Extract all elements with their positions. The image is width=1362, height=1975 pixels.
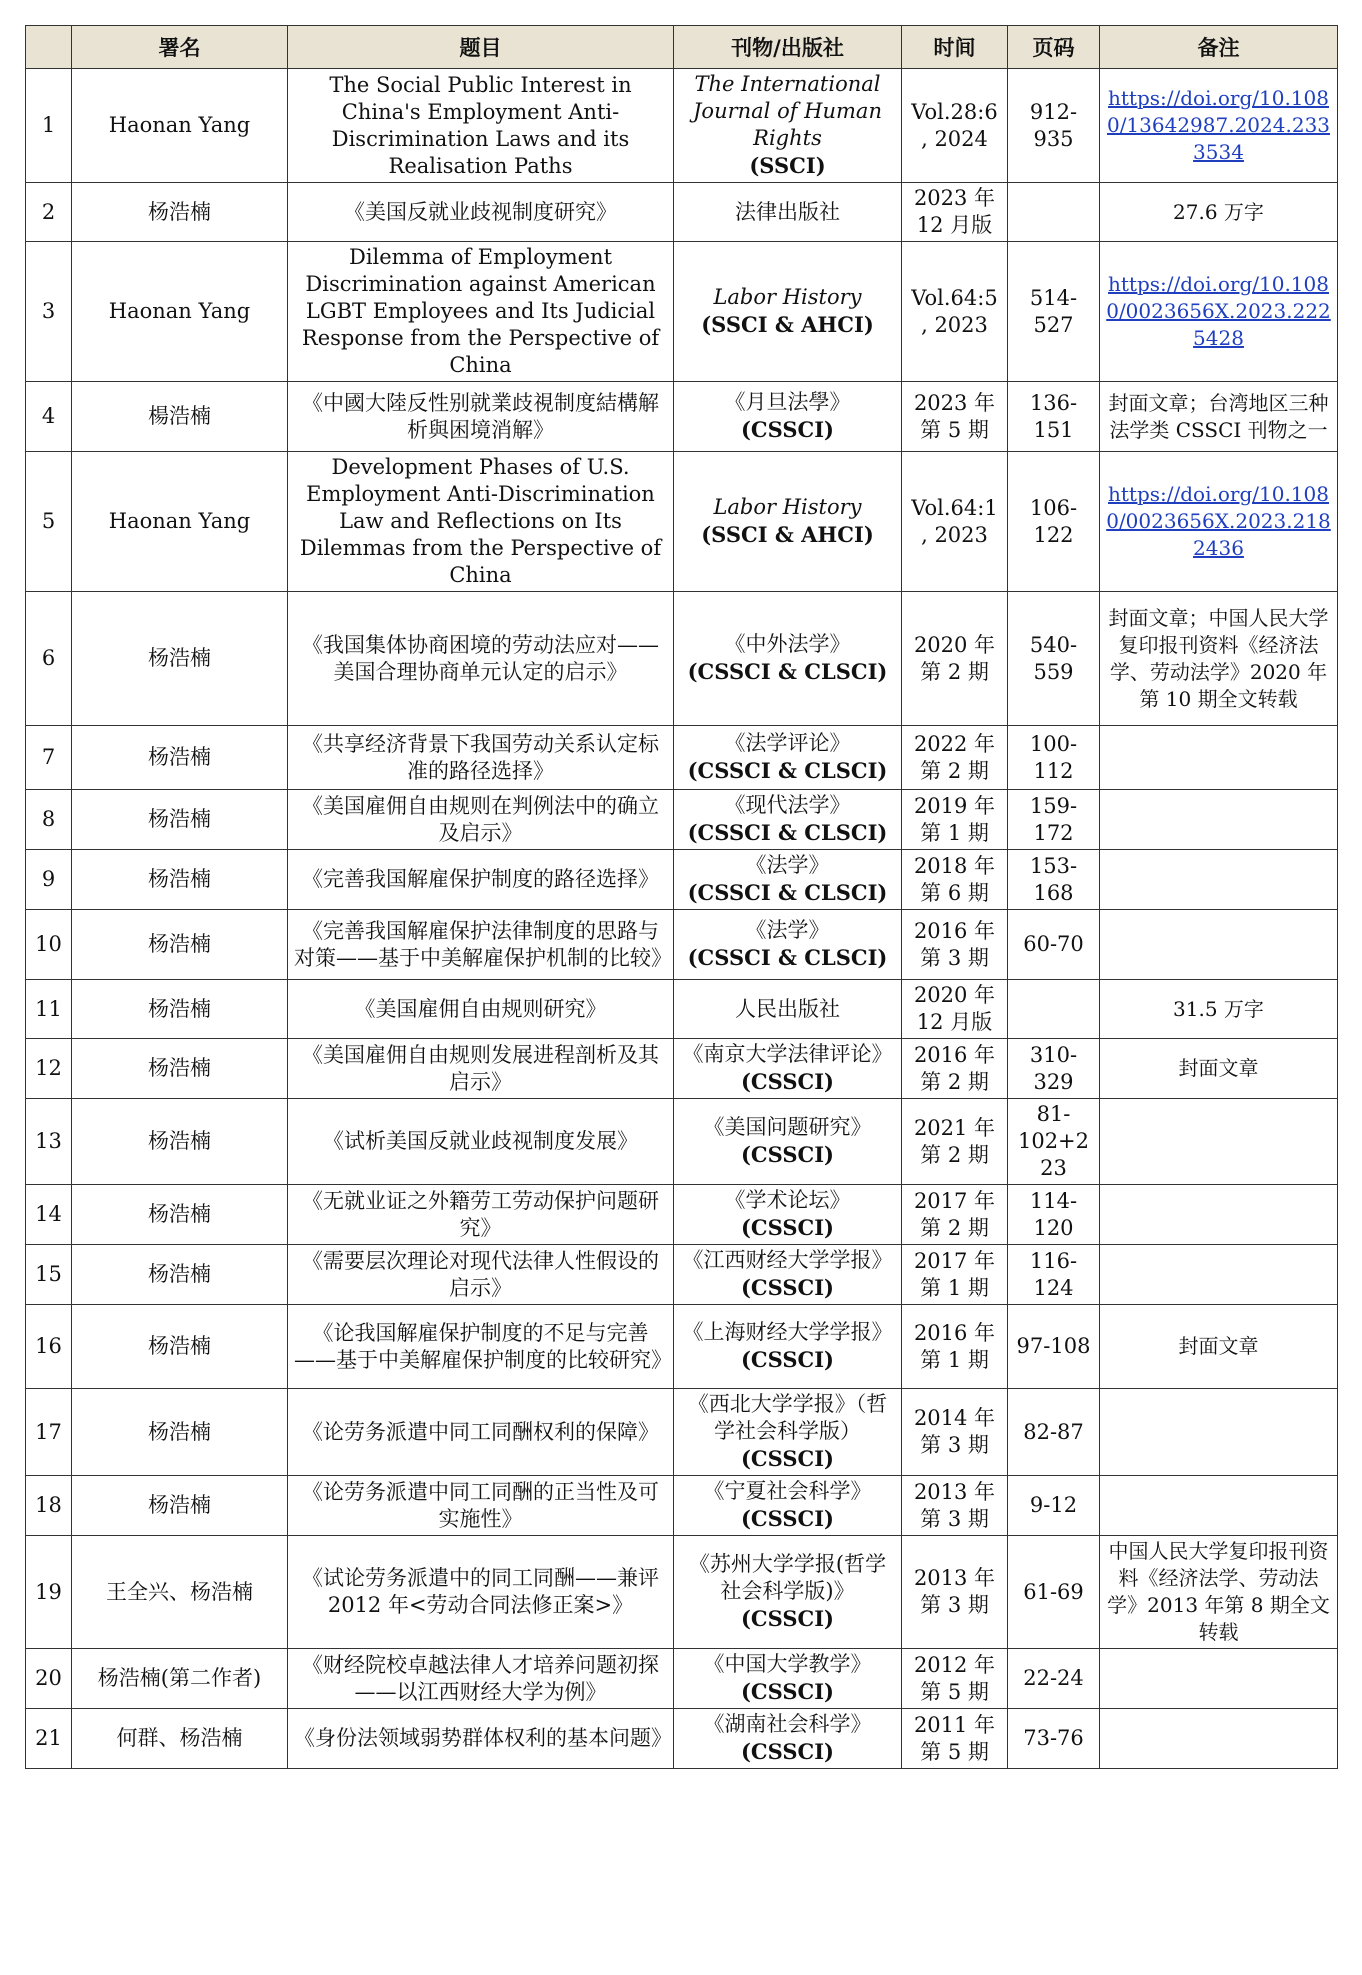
row-pages: 106-122 [1008, 452, 1100, 592]
row-index: 9 [26, 850, 72, 910]
venue-name: 《苏州大学学报(哲学社会科学版)》 [688, 1552, 887, 1603]
row-author: 杨浩楠 [72, 910, 288, 980]
row-index: 15 [26, 1245, 72, 1305]
row-author: 王全兴、杨浩楠 [72, 1536, 288, 1649]
row-index: 3 [26, 242, 72, 382]
venue-name: 《中国大学教学》 [703, 1652, 872, 1676]
row-title: 《完善我国解雇保护制度的路径选择》 [288, 850, 674, 910]
row-pages: 159-172 [1008, 790, 1100, 850]
row-venue [674, 69, 902, 183]
header-title: 题目 [288, 26, 674, 69]
row-pages: 9-12 [1008, 1476, 1100, 1536]
venue-name: The International Journal of Human Rights [693, 72, 882, 150]
row-author: 杨浩楠 [72, 790, 288, 850]
table-row [26, 1305, 1338, 1389]
row-index: 5 [26, 452, 72, 592]
row-title: Dilemma of Employment Discrimination against American LGBT Employees and Its Judicial Response from the Perspective of China [288, 242, 674, 382]
table-row [26, 1649, 1338, 1709]
row-time: 2017 年第 1 期 [902, 1245, 1008, 1305]
header-author: 署名 [72, 26, 288, 69]
row-venue [674, 1185, 902, 1245]
row-pages: 153-168 [1008, 850, 1100, 910]
row-author: 杨浩楠 [72, 183, 288, 242]
header-time: 时间 [902, 26, 1008, 69]
row-note [1100, 1476, 1338, 1536]
row-title: 《论我国解雇保护制度的不足与完善——基于中美解雇保护制度的比较研究》 [288, 1305, 674, 1389]
row-title: 《美国雇佣自由规则在判例法中的确立及启示》 [288, 790, 674, 850]
row-author: 杨浩楠 [72, 1245, 288, 1305]
venue-name: 《南京大学法律评论》 [682, 1042, 893, 1066]
venue-index: (CSSCI) [741, 417, 834, 442]
venue-index: (SSCI & AHCI) [701, 312, 874, 337]
venue-name: 《湖南社会科学》 [703, 1712, 872, 1736]
row-author: 杨浩楠 [72, 980, 288, 1039]
row-note [1100, 726, 1338, 790]
row-time: Vol.28:6, 2024 [902, 69, 1008, 183]
table-row [26, 183, 1338, 242]
row-author: 杨浩楠 [72, 1039, 288, 1099]
header-venue: 刊物/出版社 [674, 26, 902, 69]
venue-index: (CSSCI) [741, 1069, 834, 1094]
row-note [1100, 1709, 1338, 1769]
row-index: 8 [26, 790, 72, 850]
row-note: 封面文章；中国人民大学复印报刊资料《经济法学、劳动法学》2020 年第 10 期全文转载 [1100, 592, 1338, 726]
row-note [1100, 242, 1338, 382]
venue-index: (CSSCI & CLSCI) [687, 945, 888, 970]
row-pages: 22-24 [1008, 1649, 1100, 1709]
row-author: Haonan Yang [72, 452, 288, 592]
doi-link[interactable]: https://doi.org/10.1080/0023656X.2023.2225428 [1106, 272, 1331, 350]
row-venue [674, 850, 902, 910]
row-author: Haonan Yang [72, 242, 288, 382]
row-venue [674, 1709, 902, 1769]
row-index: 1 [26, 69, 72, 183]
row-venue [674, 910, 902, 980]
row-time: 2017 年第 2 期 [902, 1185, 1008, 1245]
row-time: Vol.64:1, 2023 [902, 452, 1008, 592]
table-row [26, 592, 1338, 726]
row-author: 杨浩楠 [72, 1305, 288, 1389]
row-pages [1008, 183, 1100, 242]
row-time: 2014 年第 3 期 [902, 1389, 1008, 1476]
row-time: 2013 年第 3 期 [902, 1476, 1008, 1536]
row-title: 《论劳务派遣中同工同酬的正当性及可实施性》 [288, 1476, 674, 1536]
table-row [26, 452, 1338, 592]
row-pages: 100-112 [1008, 726, 1100, 790]
row-time: 2021 年第 2 期 [902, 1099, 1008, 1185]
row-time: 2011 年第 5 期 [902, 1709, 1008, 1769]
venue-name: 《月旦法學》 [724, 390, 851, 414]
row-time: 2016 年第 2 期 [902, 1039, 1008, 1099]
row-time: 2023 年 12 月版 [902, 183, 1008, 242]
row-venue [674, 790, 902, 850]
row-author: 杨浩楠 [72, 1099, 288, 1185]
venue-name: 《美国问题研究》 [703, 1115, 872, 1139]
row-time: 2019 年第 1 期 [902, 790, 1008, 850]
row-venue [674, 1476, 902, 1536]
row-title: 《身份法领域弱势群体权利的基本问题》 [288, 1709, 674, 1769]
row-index: 7 [26, 726, 72, 790]
venue-name: 《江西财经大学学报》 [682, 1248, 893, 1272]
row-title: 《共享经济背景下我国劳动关系认定标准的路径选择》 [288, 726, 674, 790]
row-author: 杨浩楠 [72, 1476, 288, 1536]
venue-name: 《法学评论》 [724, 731, 851, 755]
row-index: 18 [26, 1476, 72, 1536]
row-time: 2013 年第 3 期 [902, 1536, 1008, 1649]
row-pages: 73-76 [1008, 1709, 1100, 1769]
venue-index: (CSSCI & CLSCI) [687, 659, 888, 684]
row-index: 16 [26, 1305, 72, 1389]
header-row [26, 26, 1338, 69]
row-pages: 60-70 [1008, 910, 1100, 980]
table-row [26, 1099, 1338, 1185]
venue-index: (SSCI & AHCI) [701, 522, 874, 547]
row-author: 杨浩楠 [72, 726, 288, 790]
row-venue [674, 1305, 902, 1389]
row-venue [674, 452, 902, 592]
row-author: 何群、杨浩楠 [72, 1709, 288, 1769]
venue-name: 《现代法学》 [724, 793, 851, 817]
venue-name: 《西北大学学报》（哲学社会科学版） [687, 1392, 888, 1443]
row-pages: 912-935 [1008, 69, 1100, 183]
row-note: 封面文章；台湾地区三种法学类 CSSCI 刊物之一 [1100, 382, 1338, 452]
venue-name: 《法学》 [745, 853, 830, 877]
venue-index: (CSSCI) [741, 1347, 834, 1372]
venue-name: Labor History [713, 285, 862, 309]
row-note [1100, 1389, 1338, 1476]
row-pages: 514-527 [1008, 242, 1100, 382]
venue-index: (CSSCI) [741, 1215, 834, 1240]
row-venue [674, 980, 902, 1039]
row-pages: 136-151 [1008, 382, 1100, 452]
header-pages: 页码 [1008, 26, 1100, 69]
row-note [1100, 452, 1338, 592]
row-pages: 116-124 [1008, 1245, 1100, 1305]
venue-name: Labor History [713, 495, 862, 519]
row-time: 2022 年第 2 期 [902, 726, 1008, 790]
row-title: 《无就业证之外籍劳工劳动保护问题研究》 [288, 1185, 674, 1245]
header-note: 备注 [1100, 26, 1338, 69]
row-index: 19 [26, 1536, 72, 1649]
table-row [26, 1709, 1338, 1769]
row-venue [674, 1389, 902, 1476]
row-title: 《论劳务派遣中同工同酬权利的保障》 [288, 1389, 674, 1476]
table-row [26, 726, 1338, 790]
row-venue [674, 382, 902, 452]
row-title: 《我国集体协商困境的劳动法应对——美国合理协商单元认定的启示》 [288, 592, 674, 726]
row-index: 13 [26, 1099, 72, 1185]
row-venue [674, 1245, 902, 1305]
row-index: 12 [26, 1039, 72, 1099]
table-row [26, 382, 1338, 452]
row-title: The Social Public Interest in China's Employment Anti-Discrimination Laws and its Realisation Paths [288, 69, 674, 183]
row-venue [674, 1536, 902, 1649]
table-row [26, 242, 1338, 382]
row-venue [674, 592, 902, 726]
row-index: 10 [26, 910, 72, 980]
table-row [26, 1185, 1338, 1245]
venue-name: 人民出版社 [735, 996, 840, 1021]
row-author: 杨浩楠 [72, 1185, 288, 1245]
row-pages: 82-87 [1008, 1389, 1100, 1476]
venue-index: (CSSCI) [741, 1739, 834, 1764]
venue-name: 《上海财经大学学报》 [682, 1320, 893, 1344]
doi-link[interactable]: https://doi.org/10.1080/13642987.2024.2333534 [1106, 86, 1331, 164]
row-time: 2016 年第 3 期 [902, 910, 1008, 980]
row-pages: 540-559 [1008, 592, 1100, 726]
row-index: 17 [26, 1389, 72, 1476]
row-note: 封面文章 [1100, 1305, 1338, 1389]
table-row [26, 1039, 1338, 1099]
venue-index: (SSCI) [749, 153, 826, 178]
row-time: 2012 年第 5 期 [902, 1649, 1008, 1709]
row-title: 《美国雇佣自由规则研究》 [288, 980, 674, 1039]
row-index: 4 [26, 382, 72, 452]
row-venue [674, 1039, 902, 1099]
row-time: 2016 年第 1 期 [902, 1305, 1008, 1389]
row-note [1100, 790, 1338, 850]
table-row [26, 980, 1338, 1039]
row-title: Development Phases of U.S. Employment Anti-Discrimination Law and Reflections on Its Dilemmas from the Perspective of China [288, 452, 674, 592]
row-index: 11 [26, 980, 72, 1039]
row-title: 《财经院校卓越法律人才培养问题初探——以江西财经大学为例》 [288, 1649, 674, 1709]
row-pages: 97-108 [1008, 1305, 1100, 1389]
row-title: 《中國大陸反性别就業歧視制度結構解析與困境消解》 [288, 382, 674, 452]
row-author: 杨浩楠 [72, 1389, 288, 1476]
row-note: 中国人民大学复印报刊资料《经济法学、劳动法学》2013 年第 8 期全文转载 [1100, 1536, 1338, 1649]
row-note [1100, 910, 1338, 980]
row-time: 2020 年第 2 期 [902, 592, 1008, 726]
row-author: 楊浩楠 [72, 382, 288, 452]
row-index: 2 [26, 183, 72, 242]
row-author: 杨浩楠 [72, 592, 288, 726]
table-row [26, 910, 1338, 980]
row-pages [1008, 980, 1100, 1039]
row-title: 《试析美国反就业歧视制度发展》 [288, 1099, 674, 1185]
row-title: 《试论劳务派遣中的同工同酬——兼评 2012 年<劳动合同法修正案>》 [288, 1536, 674, 1649]
venue-name: 法律出版社 [735, 199, 840, 224]
row-pages: 310-329 [1008, 1039, 1100, 1099]
row-note [1100, 69, 1338, 183]
doi-link[interactable]: https://doi.org/10.1080/0023656X.2023.2182436 [1106, 482, 1331, 560]
venue-index: (CSSCI) [741, 1606, 834, 1631]
row-title: 《完善我国解雇保护法律制度的思路与对策——基于中美解雇保护机制的比较》 [288, 910, 674, 980]
row-title: 《美国雇佣自由规则发展进程剖析及其启示》 [288, 1039, 674, 1099]
table-row [26, 1476, 1338, 1536]
table-row [26, 1245, 1338, 1305]
row-venue [674, 183, 902, 242]
row-index: 14 [26, 1185, 72, 1245]
venue-index: (CSSCI & CLSCI) [687, 758, 888, 783]
row-time: Vol.64:5, 2023 [902, 242, 1008, 382]
header-index [26, 26, 72, 69]
row-venue [674, 1649, 902, 1709]
venue-name: 《法学》 [745, 918, 830, 942]
row-note [1100, 1099, 1338, 1185]
venue-index: (CSSCI) [741, 1506, 834, 1531]
row-note: 封面文章 [1100, 1039, 1338, 1099]
row-time: 2023 年第 5 期 [902, 382, 1008, 452]
row-time: 2020 年 12 月版 [902, 980, 1008, 1039]
venue-index: (CSSCI & CLSCI) [687, 820, 888, 845]
venue-index: (CSSCI) [741, 1142, 834, 1167]
table-row [26, 790, 1338, 850]
publications-table [25, 25, 1338, 1769]
row-index: 6 [26, 592, 72, 726]
publications-body [26, 69, 1338, 1769]
venue-index: (CSSCI & CLSCI) [687, 880, 888, 905]
row-venue [674, 1099, 902, 1185]
row-title: 《美国反就业歧视制度研究》 [288, 183, 674, 242]
table-row [26, 1389, 1338, 1476]
row-index: 20 [26, 1649, 72, 1709]
row-note: 27.6 万字 [1100, 183, 1338, 242]
row-venue [674, 242, 902, 382]
row-pages: 81-102+223 [1008, 1099, 1100, 1185]
row-note [1100, 1245, 1338, 1305]
table-row [26, 850, 1338, 910]
row-title: 《需要层次理论对现代法律人性假设的启示》 [288, 1245, 674, 1305]
row-author: Haonan Yang [72, 69, 288, 183]
row-author: 杨浩楠(第二作者) [72, 1649, 288, 1709]
venue-index: (CSSCI) [741, 1679, 834, 1704]
row-note: 31.5 万字 [1100, 980, 1338, 1039]
venue-name: 《中外法学》 [724, 632, 851, 656]
row-author: 杨浩楠 [72, 850, 288, 910]
row-pages: 114-120 [1008, 1185, 1100, 1245]
venue-index: (CSSCI) [741, 1446, 834, 1471]
row-venue [674, 726, 902, 790]
row-note [1100, 1649, 1338, 1709]
row-note [1100, 850, 1338, 910]
row-note [1100, 1185, 1338, 1245]
venue-name: 《宁夏社会科学》 [703, 1479, 872, 1503]
row-pages: 61-69 [1008, 1536, 1100, 1649]
venue-index: (CSSCI) [741, 1275, 834, 1300]
venue-name: 《学术论坛》 [724, 1188, 851, 1212]
table-row [26, 1536, 1338, 1649]
row-index: 21 [26, 1709, 72, 1769]
table-row [26, 69, 1338, 183]
row-time: 2018 年第 6 期 [902, 850, 1008, 910]
